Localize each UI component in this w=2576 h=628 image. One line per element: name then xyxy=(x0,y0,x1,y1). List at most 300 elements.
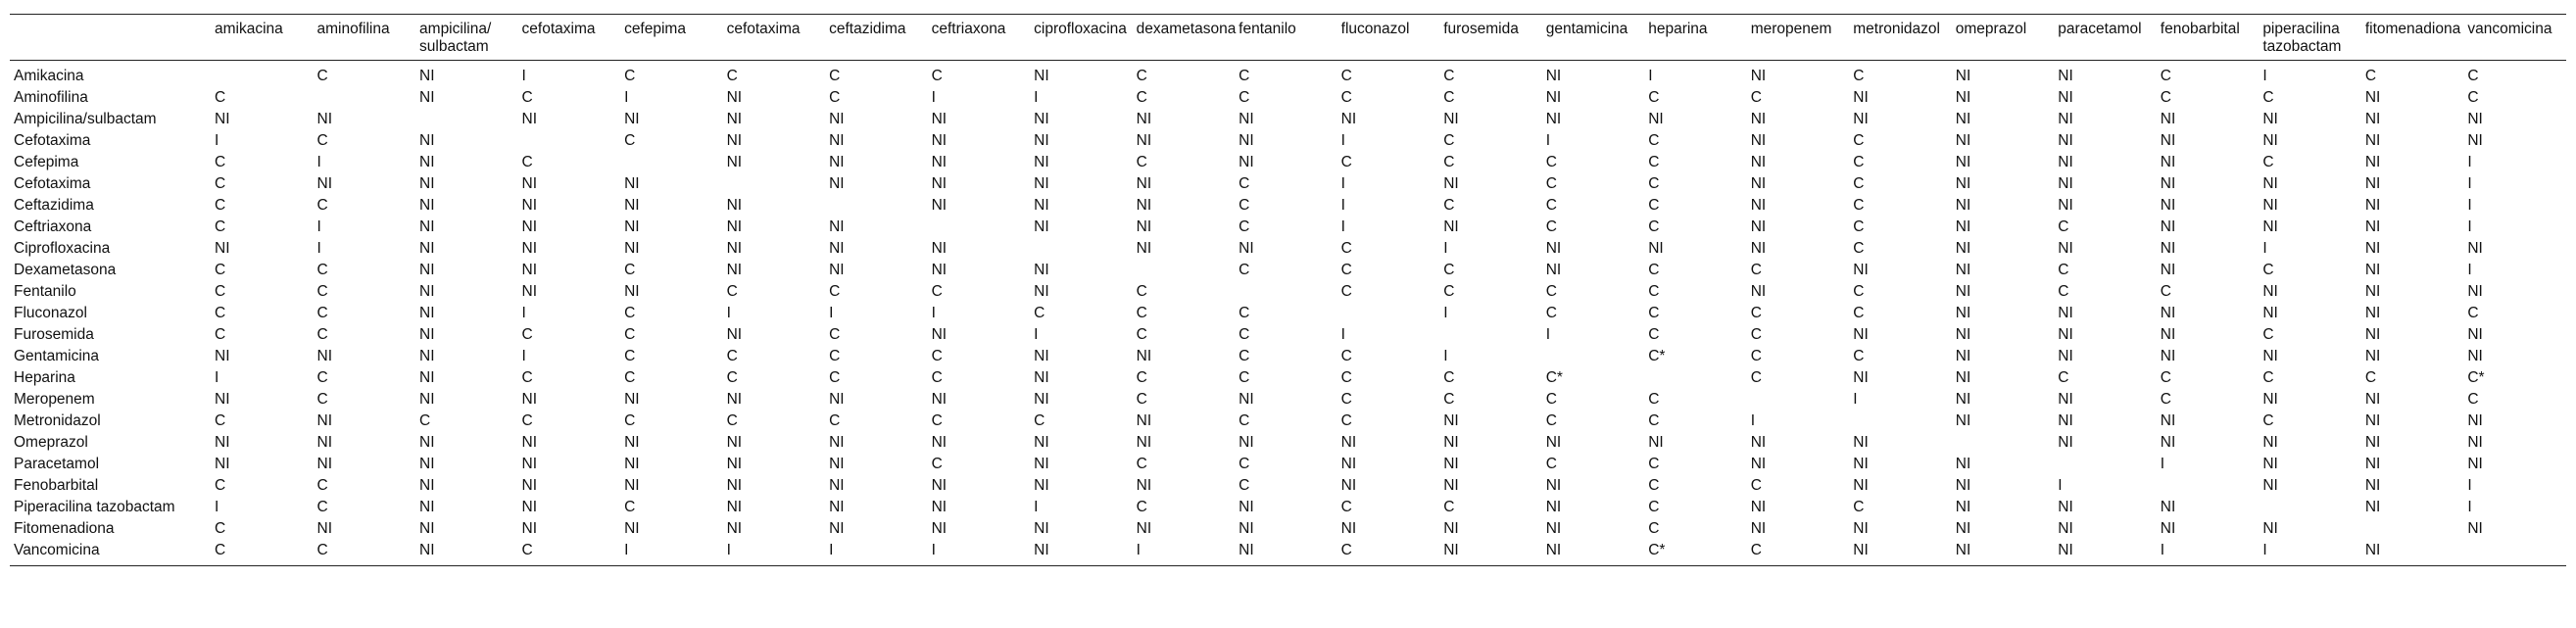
column-header: dexametasona xyxy=(1136,21,1237,37)
table-row xyxy=(10,109,2566,130)
compatibility-cell: C xyxy=(1239,175,1250,192)
compatibility-cell: I xyxy=(1034,89,1039,106)
compatibility-cell: NI xyxy=(624,434,640,451)
compatibility-cell: C xyxy=(1545,283,1557,300)
compatibility-cell: C xyxy=(1136,499,1147,515)
compatibility-cell: NI xyxy=(1239,240,1254,257)
compatibility-cell: C xyxy=(316,542,328,558)
compatibility-cell: C xyxy=(1239,89,1250,106)
compatibility-cell: C xyxy=(726,348,738,364)
compatibility-cell: C xyxy=(1443,132,1455,149)
compatibility-cell: NI xyxy=(1750,68,1767,84)
column-header: metronidazol xyxy=(1853,21,1940,37)
compatibility-cell: C xyxy=(1340,348,1352,364)
compatibility-cell: C xyxy=(829,89,841,106)
compatibility-cell: NI xyxy=(1034,391,1049,408)
compatibility-cell: C xyxy=(2160,89,2171,106)
compatibility-cell: C xyxy=(1853,283,1865,300)
compatibility-cell: NI xyxy=(1955,412,1971,429)
compatibility-cell: NI xyxy=(2262,305,2278,321)
compatibility-cell: NI xyxy=(419,175,435,192)
compatibility-cell: C xyxy=(2262,262,2274,278)
compatibility-cell: NI xyxy=(931,154,948,170)
compatibility-cell: NI xyxy=(726,240,743,257)
compatibility-cell: NI xyxy=(829,391,845,408)
compatibility-cell: NI xyxy=(2058,111,2073,127)
compatibility-cell: C xyxy=(726,412,738,429)
compatibility-cell: I xyxy=(726,542,731,558)
compatibility-cell: C xyxy=(1853,348,1865,364)
compatibility-cell: C xyxy=(215,218,226,235)
compatibility-cell: I xyxy=(1340,326,1345,343)
compatibility-cell: NI xyxy=(2160,326,2176,343)
compatibility-cell: C xyxy=(1443,283,1455,300)
compatibility-cell: NI xyxy=(2160,262,2176,278)
compatibility-cell: NI xyxy=(1443,542,1459,558)
row-label: Amikacina xyxy=(14,68,84,84)
compatibility-cell: I xyxy=(2467,218,2472,235)
compatibility-cell: NI xyxy=(829,434,845,451)
compatibility-cell: NI xyxy=(1545,89,1562,106)
compatibility-cell: C xyxy=(215,477,226,494)
compatibility-cell xyxy=(1849,411,1952,432)
compatibility-cell: C* xyxy=(1648,542,1666,558)
table-row xyxy=(10,518,2566,540)
compatibility-cell: C xyxy=(2160,283,2171,300)
column-header: ceftriaxona xyxy=(931,21,1006,37)
compatibility-cell: C xyxy=(2058,218,2069,235)
compatibility-cell: C xyxy=(1340,542,1352,558)
compatibility-cell: NI xyxy=(1034,456,1049,472)
compatibility-cell: C xyxy=(1545,412,1557,429)
compatibility-cell: C xyxy=(829,68,841,84)
compatibility-cell: C xyxy=(2364,369,2377,386)
compatibility-cell: C xyxy=(1136,154,1147,170)
compatibility-cell: NI xyxy=(1136,477,1152,494)
compatibility-cell: NI xyxy=(1955,369,1971,386)
compatibility-cell: NI xyxy=(726,89,743,106)
compatibility-cell: NI xyxy=(1034,262,1049,278)
compatibility-cell xyxy=(2463,540,2566,566)
compatibility-cell: NI xyxy=(2364,477,2381,494)
compatibility-cell: C xyxy=(2262,412,2274,429)
compatibility-cell: NI xyxy=(2058,132,2073,149)
column-header: vancomicina xyxy=(2467,21,2552,37)
compatibility-cell: NI xyxy=(1955,218,1971,235)
compatibility-cell: NI xyxy=(2160,499,2176,515)
compatibility-cell: NI xyxy=(521,283,538,300)
compatibility-cell: C xyxy=(1750,305,1762,321)
compatibility-cell: C xyxy=(1853,132,1865,149)
compatibility-cell: NI xyxy=(419,434,435,451)
compatibility-cell: I xyxy=(2160,542,2165,558)
row-label: Piperacilina tazobactam xyxy=(14,499,175,515)
compatibility-cell: C xyxy=(215,197,226,214)
compatibility-cell: NI xyxy=(2364,218,2381,235)
compatibility-cell: NI xyxy=(2364,348,2381,364)
compatibility-cell: NI xyxy=(316,434,333,451)
compatibility-cell: C xyxy=(1648,154,1660,170)
compatibility-cell: NI xyxy=(1955,348,1971,364)
compatibility-cell: I xyxy=(521,68,526,84)
compatibility-cell: NI xyxy=(2364,89,2381,106)
compatibility-cell: NI xyxy=(829,262,845,278)
compatibility-cell: NI xyxy=(1955,456,1971,472)
table-row xyxy=(10,238,2566,260)
compatibility-cell: NI xyxy=(1955,132,1971,149)
compatibility-cell: NI xyxy=(2058,542,2073,558)
compatibility-cell: C xyxy=(521,154,533,170)
compatibility-cell: C xyxy=(726,68,738,84)
compatibility-cell: I xyxy=(521,348,526,364)
compatibility-cell: NI xyxy=(1853,477,1869,494)
compatibility-cell: NI xyxy=(1443,520,1459,537)
corner-cell xyxy=(10,15,211,61)
compatibility-cell: I xyxy=(2467,175,2472,192)
compatibility-cell: C xyxy=(316,68,328,84)
compatibility-cell: NI xyxy=(1239,132,1254,149)
compatibility-cell: I xyxy=(1545,132,1551,149)
compatibility-cell: NI xyxy=(1853,111,1869,127)
compatibility-cell: NI xyxy=(1136,412,1152,429)
compatibility-cell xyxy=(1337,303,1440,324)
compatibility-cell: NI xyxy=(2467,283,2483,300)
compatibility-cell: C xyxy=(1340,499,1352,515)
compatibility-cell: C xyxy=(215,326,226,343)
compatibility-cell: I xyxy=(2262,68,2267,84)
row-label: Aminofilina xyxy=(14,89,88,106)
compatibility-cell: NI xyxy=(1545,262,1562,278)
compatibility-cell: NI xyxy=(419,262,435,278)
compatibility-cell: I xyxy=(624,542,629,558)
compatibility-cell: C xyxy=(1136,391,1147,408)
compatibility-cell: C xyxy=(1136,89,1147,106)
table-row xyxy=(10,475,2566,497)
compatibility-cell: C xyxy=(2467,68,2479,84)
compatibility-cell: C xyxy=(2467,305,2479,321)
compatibility-cell: NI xyxy=(2058,326,2073,343)
column-header: gentamicina xyxy=(1545,21,1628,37)
compatibility-cell xyxy=(211,61,314,88)
compatibility-cell: C xyxy=(316,391,328,408)
compatibility-cell: C xyxy=(2467,89,2479,106)
compatibility-cell: I xyxy=(931,89,936,106)
compatibility-cell: NI xyxy=(2262,477,2278,494)
compatibility-cell: NI xyxy=(1750,175,1767,192)
compatibility-cell: C xyxy=(1340,89,1352,106)
compatibility-cell: I xyxy=(1545,326,1551,343)
compatibility-cell: C xyxy=(931,369,943,386)
compatibility-cell: NI xyxy=(1136,348,1152,364)
compatibility-cell: NI xyxy=(624,197,640,214)
compatibility-cell: NI xyxy=(1239,111,1254,127)
compatibility-cell: C xyxy=(1443,262,1455,278)
compatibility-cell: C xyxy=(1443,499,1455,515)
compatibility-cell xyxy=(928,217,1031,238)
compatibility-cell: NI xyxy=(215,111,230,127)
compatibility-cell: I xyxy=(726,305,731,321)
compatibility-cell: C xyxy=(1545,154,1557,170)
compatibility-cell: NI xyxy=(1340,111,1357,127)
row-label: Fenobarbital xyxy=(14,477,99,494)
compatibility-cell: NI xyxy=(1239,154,1254,170)
compatibility-cell: NI xyxy=(419,348,435,364)
compatibility-cell: C xyxy=(931,283,943,300)
compatibility-cell: NI xyxy=(2262,283,2278,300)
compatibility-cell: C xyxy=(1136,369,1147,386)
compatibility-cell: NI xyxy=(1443,477,1459,494)
compatibility-cell: C xyxy=(931,348,943,364)
row-label: Gentamicina xyxy=(14,348,100,364)
compatibility-cell: NI xyxy=(1955,542,1971,558)
compatibility-cell: C xyxy=(1239,326,1250,343)
compatibility-cell: NI xyxy=(1648,434,1664,451)
compatibility-cell: NI xyxy=(1545,111,1562,127)
compatibility-cell: C xyxy=(829,412,841,429)
compatibility-cell: NI xyxy=(1034,542,1049,558)
compatibility-cell: NI xyxy=(1239,542,1254,558)
compatibility-cell: NI xyxy=(1443,434,1459,451)
compatibility-cell: I xyxy=(2467,262,2472,278)
compatibility-cell xyxy=(415,109,518,130)
column-header: cefepima xyxy=(624,21,686,37)
column-header: ceftazidima xyxy=(829,21,906,37)
compatibility-cell: C* xyxy=(2467,369,2485,386)
compatibility-cell: C xyxy=(215,89,226,106)
compatibility-cell: NI xyxy=(726,499,743,515)
compatibility-cell: NI xyxy=(829,154,845,170)
compatibility-cell: NI xyxy=(2467,434,2483,451)
compatibility-cell: NI xyxy=(419,369,435,386)
row-label: Fluconazol xyxy=(14,305,87,321)
compatibility-cell: NI xyxy=(419,89,435,106)
compatibility-cell: C xyxy=(1545,175,1557,192)
compatibility-cell: NI xyxy=(1034,111,1049,127)
compatibility-cell: NI xyxy=(829,456,845,472)
compatibility-cell: C xyxy=(1136,305,1147,321)
compatibility-cell: NI xyxy=(931,111,948,127)
compatibility-cell: NI xyxy=(2467,412,2483,429)
compatibility-cell: NI xyxy=(1955,305,1971,321)
compatibility-cell: C xyxy=(1443,154,1455,170)
compatibility-cell: C xyxy=(2467,391,2479,408)
row-label: Ciprofloxacina xyxy=(14,240,111,257)
compatibility-cell: NI xyxy=(1955,240,1971,257)
compatibility-cell: C xyxy=(1853,197,1865,214)
compatibility-cell: NI xyxy=(2160,412,2176,429)
compatibility-cell: C xyxy=(624,369,636,386)
compatibility-cell: C xyxy=(1239,305,1250,321)
compatibility-cell: NI xyxy=(931,520,948,537)
compatibility-cell xyxy=(2054,454,2157,475)
compatibility-cell: NI xyxy=(1034,369,1049,386)
compatibility-cell: I xyxy=(2467,499,2472,515)
compatibility-cell: C xyxy=(1648,197,1660,214)
compatibility-cell: NI xyxy=(2058,434,2073,451)
compatibility-cell: C xyxy=(1136,68,1147,84)
row-label: Ceftazidima xyxy=(14,197,94,214)
compatibility-cell: NI xyxy=(624,111,640,127)
compatibility-cell: NI xyxy=(931,477,948,494)
compatibility-cell: NI xyxy=(419,391,435,408)
compatibility-cell: NI xyxy=(1955,477,1971,494)
compatibility-cell: NI xyxy=(2364,240,2381,257)
compatibility-cell: C xyxy=(931,412,943,429)
compatibility-cell: C xyxy=(1750,348,1762,364)
compatibility-cell: NI xyxy=(2262,111,2278,127)
compatibility-cell: C xyxy=(215,154,226,170)
compatibility-cell: NI xyxy=(726,111,743,127)
compatibility-cell: NI xyxy=(2160,520,2176,537)
compatibility-cell xyxy=(1747,389,1850,411)
compatibility-cell: C xyxy=(931,68,943,84)
compatibility-cell: NI xyxy=(2262,456,2278,472)
compatibility-cell: C xyxy=(316,283,328,300)
compatibility-cell: C xyxy=(726,369,738,386)
compatibility-cell: NI xyxy=(215,434,230,451)
compatibility-cell: NI xyxy=(215,456,230,472)
compatibility-cell: C xyxy=(624,305,636,321)
compatibility-cell: C xyxy=(1648,283,1660,300)
compatibility-cell: C xyxy=(1034,305,1045,321)
compatibility-cell: I xyxy=(521,305,526,321)
row-label: Ampicilina/sulbactam xyxy=(14,111,157,127)
compatibility-cell xyxy=(1133,260,1236,281)
compatibility-cell: NI xyxy=(2058,391,2073,408)
compatibility-cell xyxy=(1542,346,1645,367)
compatibility-cell: NI xyxy=(2262,197,2278,214)
compatibility-cell: C xyxy=(2364,68,2377,84)
compatibility-cell: C xyxy=(215,175,226,192)
compatibility-cell: NI xyxy=(1239,520,1254,537)
compatibility-cell: NI xyxy=(2467,240,2483,257)
compatibility-cell: I xyxy=(1034,499,1039,515)
compatibility-cell: NI xyxy=(1648,240,1664,257)
compatibility-cell: NI xyxy=(1136,111,1152,127)
compatibility-cell: NI xyxy=(2160,132,2176,149)
compatibility-cell: NI xyxy=(419,326,435,343)
compatibility-cell: NI xyxy=(829,499,845,515)
row-label: Metronidazol xyxy=(14,412,101,429)
compatibility-cell: C xyxy=(1648,499,1660,515)
compatibility-cell: I xyxy=(931,305,936,321)
compatibility-cell: C xyxy=(1853,499,1865,515)
compatibility-cell: NI xyxy=(2160,305,2176,321)
compatibility-cell: NI xyxy=(2058,348,2073,364)
compatibility-cell: NI xyxy=(726,520,743,537)
compatibility-cell: NI xyxy=(1136,434,1152,451)
compatibility-cell: C xyxy=(1136,456,1147,472)
compatibility-cell: NI xyxy=(1955,262,1971,278)
compatibility-cell: NI xyxy=(1443,111,1459,127)
table-row xyxy=(10,324,2566,346)
compatibility-cell: C xyxy=(1648,520,1660,537)
compatibility-cell: NI xyxy=(624,391,640,408)
compatibility-cell: NI xyxy=(419,218,435,235)
compatibility-cell: C xyxy=(1443,68,1455,84)
compatibility-cell: C xyxy=(2058,369,2069,386)
compatibility-cell: NI xyxy=(2262,175,2278,192)
compatibility-cell: C xyxy=(316,197,328,214)
column-header: piperacilina tazobactam xyxy=(2262,21,2342,55)
compatibility-cell: NI xyxy=(1340,456,1357,472)
compatibility-cell: NI xyxy=(726,456,743,472)
compatibility-cell: NI xyxy=(2058,197,2073,214)
compatibility-cell: NI xyxy=(931,434,948,451)
compatibility-cell: C xyxy=(1239,197,1250,214)
compatibility-cell: C xyxy=(316,132,328,149)
compatibility-cell: NI xyxy=(1750,499,1767,515)
compatibility-cell xyxy=(518,130,621,152)
compatibility-cell: NI xyxy=(1955,154,1971,170)
compatibility-cell: C xyxy=(521,542,533,558)
compatibility-cell: NI xyxy=(829,520,845,537)
compatibility-cell: NI xyxy=(1239,499,1254,515)
compatibility-cell: NI xyxy=(1034,175,1049,192)
compatibility-cell: NI xyxy=(1545,240,1562,257)
compatibility-cell: C xyxy=(829,369,841,386)
compatibility-cell: I xyxy=(316,218,321,235)
row-label: Fentanilo xyxy=(14,283,76,300)
compatibility-cell: NI xyxy=(2467,456,2483,472)
compatibility-cell: NI xyxy=(2160,434,2176,451)
compatibility-cell: C xyxy=(1648,175,1660,192)
compatibility-cell: NI xyxy=(1853,456,1869,472)
compatibility-cell: NI xyxy=(1034,154,1049,170)
compatibility-cell: NI xyxy=(2262,348,2278,364)
compatibility-cell: NI xyxy=(1853,520,1869,537)
compatibility-cell: NI xyxy=(521,520,538,537)
compatibility-cell: NI xyxy=(419,68,435,84)
compatibility-cell: NI xyxy=(2058,89,2073,106)
table-row xyxy=(10,217,2566,238)
compatibility-cell: NI xyxy=(2058,520,2073,537)
compatibility-cell: C xyxy=(215,283,226,300)
row-label: Cefotaxima xyxy=(14,175,91,192)
compatibility-cell: NI xyxy=(2467,111,2483,127)
compatibility-cell: NI xyxy=(1750,197,1767,214)
compatibility-cell: NI xyxy=(419,520,435,537)
compatibility-cell: NI xyxy=(2467,132,2483,149)
header-row xyxy=(10,15,2566,61)
compatibility-cell: NI xyxy=(829,111,845,127)
compatibility-cell: I xyxy=(2058,477,2063,494)
compatibility-cell: NI xyxy=(931,132,948,149)
compatibility-cell: I xyxy=(1340,175,1345,192)
row-label: Cefepima xyxy=(14,154,79,170)
table-row xyxy=(10,130,2566,152)
compatibility-cell: C xyxy=(1750,89,1762,106)
table-row xyxy=(10,389,2566,411)
compatibility-cell: NI xyxy=(2364,499,2381,515)
compatibility-cell: C xyxy=(1750,477,1762,494)
compatibility-cell: C xyxy=(1545,391,1557,408)
column-header: aminofilina xyxy=(316,21,390,37)
compatibility-cell: C xyxy=(1239,348,1250,364)
compatibility-cell: NI xyxy=(726,197,743,214)
compatibility-cell: C xyxy=(1239,68,1250,84)
compatibility-cell: NI xyxy=(316,412,333,429)
compatibility-cell xyxy=(825,195,928,217)
compatibility-cell: NI xyxy=(1443,218,1459,235)
compatibility-cell: NI xyxy=(2364,456,2381,472)
compatibility-cell xyxy=(2157,475,2260,497)
compatibility-cell: NI xyxy=(419,477,435,494)
compatibility-cell: NI xyxy=(2160,111,2176,127)
compatibility-cell: NI xyxy=(1136,240,1152,257)
table-row xyxy=(10,260,2566,281)
compatibility-cell: C xyxy=(1648,262,1660,278)
